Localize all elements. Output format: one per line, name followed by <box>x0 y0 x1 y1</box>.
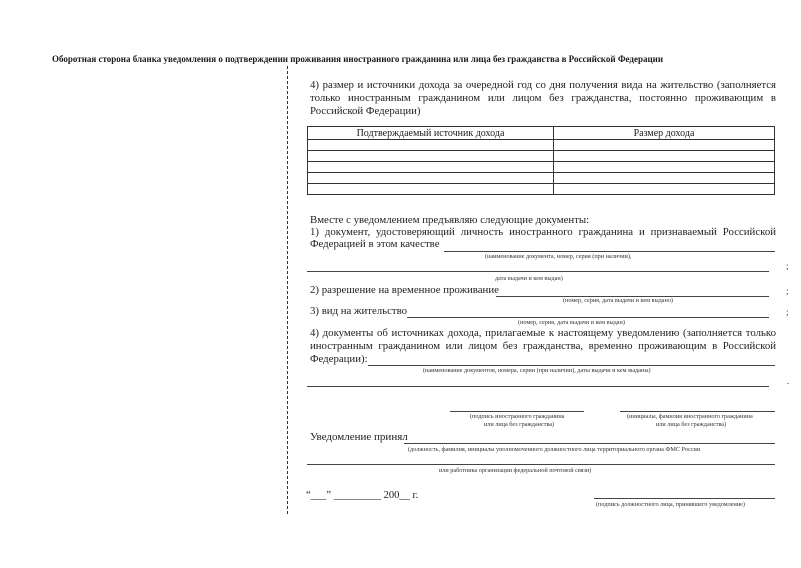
table-row <box>308 151 775 162</box>
income-documents-field[interactable] <box>368 365 775 366</box>
identity-document-hint: (наименование документа, номер, серия (при наличии), <box>485 253 632 260</box>
page-title: Оборотная сторона бланка уведомления о подтверждении проживания иностранного гражданина или лица без гражданства в Российской Федерации <box>52 54 664 64</box>
income-source-cell[interactable] <box>308 140 554 151</box>
period: . <box>787 376 790 386</box>
document-item-4-line-1: 4) документы об источниках дохода, прилагаемые к настоящему уведомлению (заполняется только <box>310 327 776 339</box>
semicolon: ; <box>786 261 789 271</box>
document-item-4-line-2: иностранным гражданином или лицом без гражданства, временно проживающим в Российской <box>310 340 776 352</box>
income-amount-cell[interactable] <box>554 151 775 162</box>
official-position-field-2[interactable] <box>307 464 775 465</box>
identity-document-field[interactable] <box>444 251 775 252</box>
acceptance-date[interactable]: “___” _________ 200__ г. <box>306 490 419 501</box>
document-item-1-line-2: Федерацией в этом качестве <box>310 238 440 250</box>
official-position-field[interactable] <box>404 443 775 444</box>
section4-line-1: 4) размер и источники дохода за очередной год со дня получения вида на жительство (заполняется <box>310 79 776 91</box>
income-documents-hint: (наименование документов, номера, серии (при наличии), даты выдачи и кем выданы) <box>423 367 651 374</box>
identity-document-field-2[interactable] <box>307 271 769 272</box>
income-source-cell[interactable] <box>308 162 554 173</box>
document-item-4-line-3: Федерации): <box>310 353 368 365</box>
temporary-residence-hint: (номер, серия, дата выдачи и кем выдано) <box>563 297 673 304</box>
income-source-cell[interactable] <box>308 151 554 162</box>
documents-intro: Вместе с уведомлением предъявляю следующие документы: <box>310 214 590 226</box>
semicolon: ; <box>786 307 789 317</box>
official-signature-field[interactable] <box>594 498 775 499</box>
income-amount-cell[interactable] <box>554 173 775 184</box>
residence-permit-field[interactable] <box>407 317 769 318</box>
income-source-cell[interactable] <box>308 184 554 195</box>
official-signature-hint: (подпись должностного лица, принявшего уведомление) <box>596 501 745 508</box>
income-documents-field-2[interactable] <box>307 386 769 387</box>
table-row <box>308 184 775 195</box>
acceptance-label: Уведомление принял <box>310 431 408 443</box>
applicant-signature-field[interactable] <box>450 411 584 412</box>
identity-document-hint-2: дата выдачи и кем выдан) <box>495 275 563 282</box>
residence-permit-hint: (номер, серия, дата выдачи и кем выдан) <box>518 319 625 326</box>
official-position-hint: (должность, фамилия, инициалы уполномоченного должностного лица территориального органа ФМС России <box>408 446 701 453</box>
table-row <box>308 162 775 173</box>
applicant-name-hint-1: (инициалы, фамилия иностранного гражданина <box>627 413 753 420</box>
income-amount-cell[interactable] <box>554 184 775 195</box>
table-row <box>308 173 775 184</box>
official-position-hint-2: или работника организации федеральной почтовой связи) <box>439 467 592 474</box>
applicant-signature-hint-1: (подпись иностранного гражданина <box>470 413 565 420</box>
applicant-signature-hint-2: или лица без гражданства) <box>484 421 555 428</box>
income-amount-cell[interactable] <box>554 140 775 151</box>
semicolon: ; <box>786 286 789 296</box>
income-table <box>307 126 775 195</box>
document-item-1-line-1: 1) документ, удостоверяющий личность иностранного гражданина и признаваемый Российской <box>310 226 776 238</box>
income-amount-cell[interactable] <box>554 162 775 173</box>
document-item-3: 3) вид на жительство <box>310 305 408 317</box>
applicant-name-hint-2: или лица без гражданства) <box>656 421 727 428</box>
section4-line-3: Российской Федерации) <box>310 105 421 117</box>
table-header-row <box>308 127 775 140</box>
column-header-source: Подтверждаемый источник дохода <box>308 127 554 140</box>
section4-line-2: только иностранным гражданином или лицом без гражданства, постоянно проживающим в <box>310 92 776 104</box>
income-source-cell[interactable] <box>308 173 554 184</box>
document-item-2: 2) разрешение на временное проживание <box>310 284 499 296</box>
applicant-name-field[interactable] <box>620 411 775 412</box>
cut-line <box>287 66 288 514</box>
column-header-amount: Размер дохода <box>554 127 775 140</box>
table-row <box>308 140 775 151</box>
